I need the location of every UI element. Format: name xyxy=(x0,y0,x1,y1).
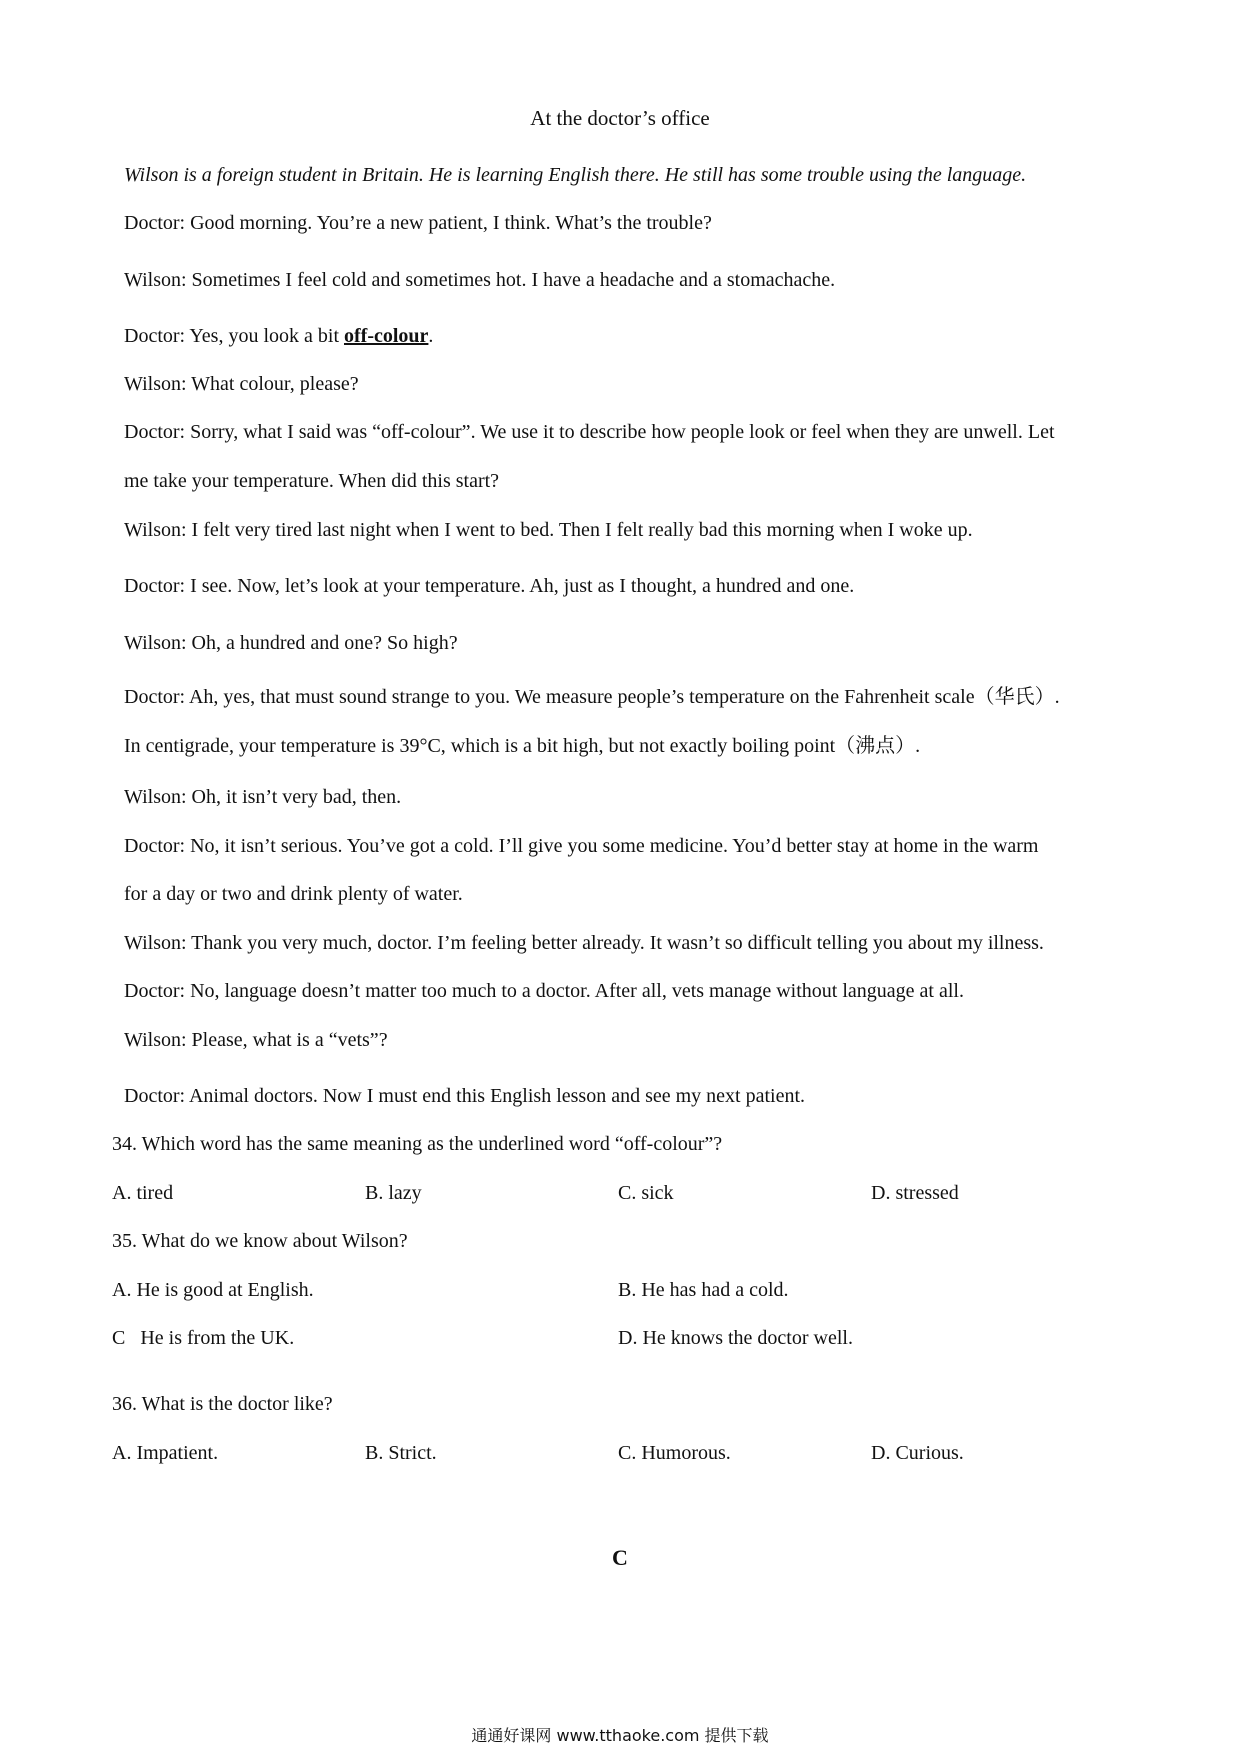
option-34-b: B. lazy xyxy=(365,1182,422,1204)
section-label: C xyxy=(612,1545,628,1570)
dialogue-line: Wilson: Thank you very much, doctor. I’m feeling better already. It wasn’t so difficult telling you about my illness. xyxy=(124,932,1044,954)
option-35-c: C He is from the UK. xyxy=(112,1327,295,1349)
dialogue-line: Doctor: Good morning. You’re a new patient, I think. What’s the trouble? xyxy=(124,212,712,234)
dialogue-line: Doctor: No, language doesn’t matter too much to a doctor. After all, vets manage without language at all. xyxy=(124,980,964,1002)
dialogue-line: Wilson: I felt very tired last night when I went to bed. Then I felt really bad this morning when I woke up. xyxy=(124,519,973,541)
underlined-word: off-colour xyxy=(344,325,429,347)
option-35-a: A. He is good at English. xyxy=(112,1279,314,1301)
dialogue-line: Wilson: Oh, a hundred and one? So high? xyxy=(124,632,458,654)
dialogue-line: Wilson: Sometimes I feel cold and sometimes hot. I have a headache and a stomachache. xyxy=(124,269,836,291)
dialogue-line: Wilson: Oh, it isn’t very bad, then. xyxy=(124,786,402,808)
option-34-a: A. tired xyxy=(112,1182,174,1204)
question-34: 34. Which word has the same meaning as the underlined word “off-colour”? xyxy=(112,1133,723,1155)
dialogue-text: . xyxy=(428,325,434,347)
dialogue-line: Doctor: I see. Now, let’s look at your temperature. Ah, just as I thought, a hundred and one. xyxy=(124,575,855,597)
option-35-d: D. He knows the doctor well. xyxy=(618,1327,853,1349)
dialogue-text: Doctor: Yes, you look a bit xyxy=(124,325,344,347)
dialogue-line: Wilson: Please, what is a “vets”? xyxy=(124,1029,388,1051)
question-36: 36. What is the doctor like? xyxy=(112,1393,333,1415)
option-34-d: D. stressed xyxy=(871,1182,959,1204)
dialogue-line: Doctor: Animal doctors. Now I must end this English lesson and see my next patient. xyxy=(124,1085,806,1107)
dialogue-line: for a day or two and drink plenty of water. xyxy=(124,883,463,905)
dialogue-line: Wilson: What colour, please? xyxy=(124,373,359,395)
passage-title: At the doctor’s office xyxy=(530,106,710,130)
passage-intro: Wilson is a foreign student in Britain. He is learning English there. He still has some trouble using the language. xyxy=(124,164,1027,186)
option-35-b: B. He has had a cold. xyxy=(618,1279,789,1301)
option-36-a: A. Impatient. xyxy=(112,1442,219,1464)
page-footer: 通通好课网 www.tthaoke.com 提供下载 xyxy=(471,1726,769,1745)
dialogue-line: me take your temperature. When did this start? xyxy=(124,470,500,492)
option-36-d: D. Curious. xyxy=(871,1442,964,1464)
option-36-c: C. Humorous. xyxy=(618,1442,731,1464)
dialogue-line: Doctor: Sorry, what I said was “off-colour”. We use it to describe how people look or feel when they are unwell. Let xyxy=(124,421,1055,443)
dialogue-line: In centigrade, your temperature is 39°C, which is a bit high, but not exactly boiling point（沸点）. xyxy=(124,735,921,757)
option-34-c: C. sick xyxy=(618,1182,674,1204)
option-36-b: B. Strict. xyxy=(365,1442,437,1464)
dialogue-line: Doctor: No, it isn’t serious. You’ve got a cold. I’ll give you some medicine. You’d better stay at home in the warm xyxy=(124,835,1039,857)
dialogue-line: Doctor: Ah, yes, that must sound strange to you. We measure people’s temperature on the Fahrenheit scale（华氏）. xyxy=(124,686,1060,708)
question-35: 35. What do we know about Wilson? xyxy=(112,1230,408,1252)
dialogue-line xyxy=(124,325,433,348)
